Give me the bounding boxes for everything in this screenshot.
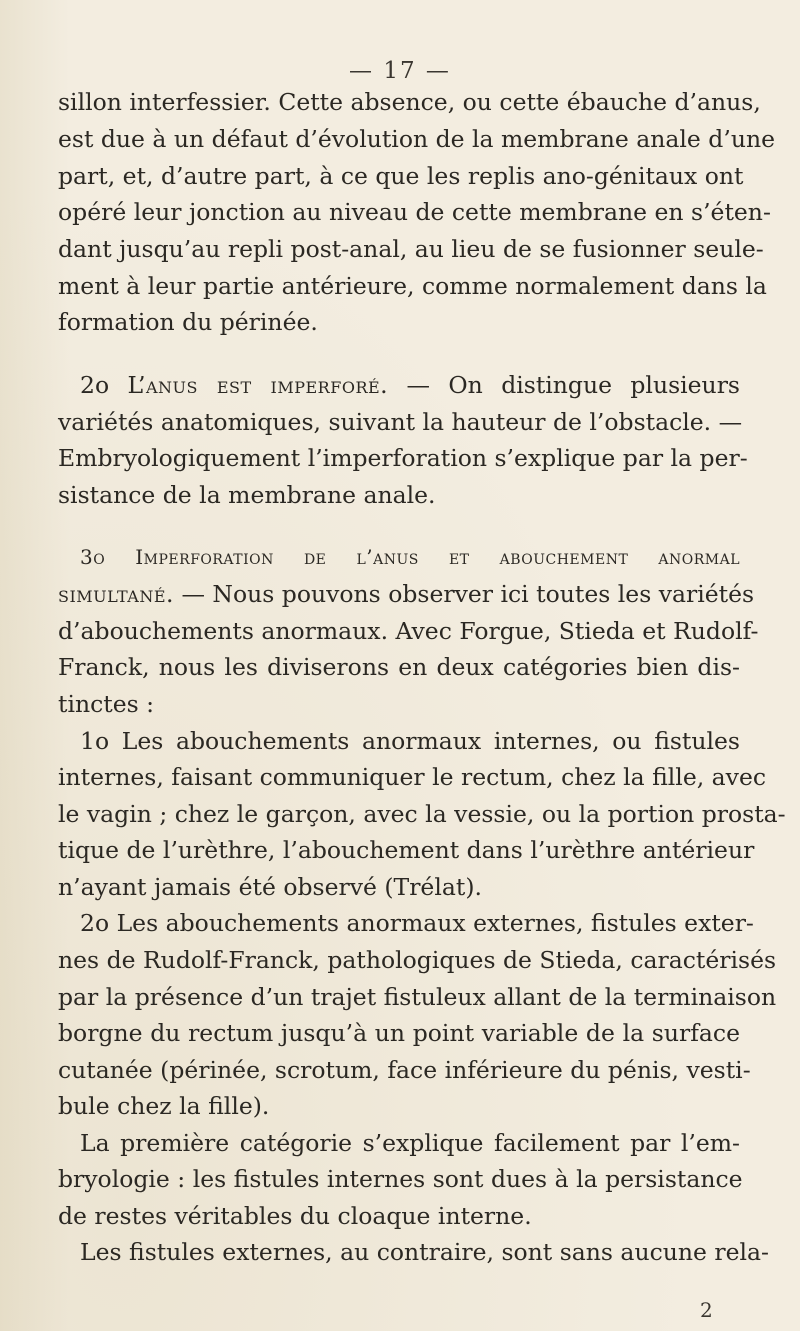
section-heading: L’anus est imperforé. [127, 371, 389, 399]
text-line: le vagin ; chez le garçon, avec la vessie, ou la portion prosta- [58, 800, 786, 828]
section-heading-line [58, 580, 755, 608]
text-line: sillon interfessier. Cette absence, ou cette ébauche d’anus, [58, 88, 761, 116]
text-line: d’abouchements anormaux. Avec Forgue, Stieda et Rudolf- [58, 617, 759, 645]
text-line: dant jusqu’au repli post-anal, au lieu de se fusionner seule- [58, 235, 764, 263]
text-line: opéré leur jonction au niveau de cette membrane en s’éten- [58, 198, 771, 226]
page-number: — 17 — [349, 58, 451, 84]
text-line: variétés anatomiques, suivant la hauteur de l’obstacle. — [58, 408, 743, 436]
text-line: Franck, nous les diviserons en deux catégories bien dis- [58, 653, 740, 681]
signature-mark: 2 [700, 1298, 713, 1322]
text-line: Les fistules externes, au contraire, sont sans aucune rela- [80, 1238, 769, 1266]
text-line: sistance de la membrane anale. [58, 481, 436, 509]
text-line: nes de Rudolf-Franck, pathologiques de Stieda, caractérisés [58, 946, 777, 974]
section-heading: Imperforation de l’anus et abouchement anormal [135, 545, 740, 569]
text-line: par la présence d’un trajet fistuleux allant de la terminaison [58, 983, 777, 1011]
text-line: part, et, d’autre part, à ce que les replis ano-génitaux ont [58, 162, 744, 190]
section-heading-line [80, 543, 740, 571]
text-line: La première catégorie s’explique facilement par l’em- [80, 1129, 740, 1157]
text-line: Embryologiquement l’imperforation s’explique par la per- [58, 444, 748, 472]
text-line: 1o Les abouchements anormaux internes, ou fistules [80, 727, 740, 755]
section-heading-line [80, 371, 740, 399]
text-line: formation du périnée. [58, 308, 318, 336]
text-line: internes, faisant communiquer le rectum, chez la fille, avec [58, 763, 767, 791]
text-line: tinctes : [58, 690, 155, 718]
text-line: bryologie : les fistules internes sont dues à la persistance [58, 1165, 743, 1193]
text-fragment: — Nous pouvons observer ici toutes les variétés [173, 580, 755, 608]
text-line: 2o Les abouchements anormaux externes, fistules exter- [80, 909, 754, 937]
text-line: ment à leur partie antérieure, comme normalement dans la [58, 272, 767, 300]
text-line: de restes véritables du cloaque interne. [58, 1202, 532, 1230]
text-line: borgne du rectum jusqu’à un point variable de la surface [58, 1019, 740, 1047]
section-number: 2o [80, 371, 110, 399]
text-line: tique de l’urèthre, l’abouchement dans l’urèthre antérieur [58, 836, 755, 864]
section-heading: simultané. [58, 580, 174, 608]
text-line: est due à un défaut d’évolution de la membrane anale d’une [58, 125, 776, 153]
text-line: bule chez la fille). [58, 1092, 270, 1120]
section-number: 3o [80, 545, 106, 569]
text-line: cutanée (périnée, scrotum, face inférieure du pénis, vesti- [58, 1056, 751, 1084]
text-fragment: — On distingue plusieurs [388, 371, 740, 399]
text-line: n’ayant jamais été observé (Trélat). [58, 873, 482, 901]
